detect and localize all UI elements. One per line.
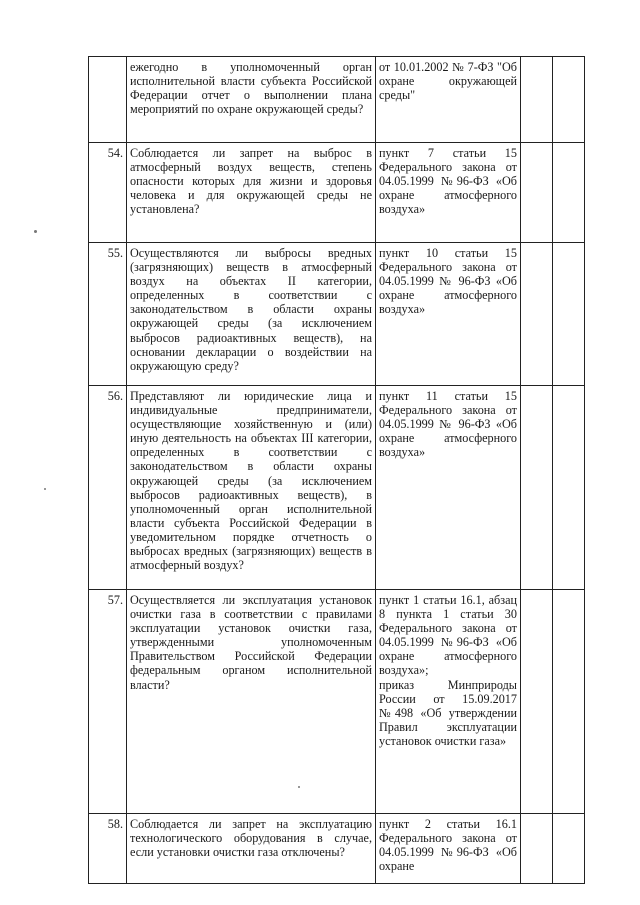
row-number	[89, 57, 127, 143]
row-question: Осуществляется ли эксплуатация установок очистки газа в соответствии с правилами эксплуатации установок очистки газа, утвержденными уполномоченным Правительством Российской Федерации федеральным органом исполнительной власти?	[127, 590, 376, 814]
table-row	[89, 143, 585, 243]
answer-cell	[521, 590, 553, 814]
row-question: Представляют ли юридические лица и индивидуальные предприниматели, осуществляющие хозяйственную и (или) иную деятельность на объектах III категории, определенных в соответствии с законодательством в области охраны окружающей среды (за исключением выбросов радиоактивных веществ), в уполномоченный орган исполнительной власти субъекта Российской Федерации в уведомительном порядке отчетность о выбросах вредных (загрязняющих) веществ в атмосферный воздух?	[127, 386, 376, 590]
row-number: 57.	[89, 590, 127, 814]
answer-cell	[521, 243, 553, 386]
row-reference: пункт 10 статьи 15 Федерального закона от 04.05.1999 № 96-ФЗ «Об охране атмосферного воздуха»	[376, 243, 521, 386]
answer-cell	[521, 57, 553, 143]
note-cell	[553, 386, 585, 590]
row-reference: от 10.01.2002 № 7-ФЗ "Об охране окружающей среды"	[376, 57, 521, 143]
scan-speck	[34, 230, 37, 233]
row-number: 55.	[89, 243, 127, 386]
table-row	[89, 57, 585, 143]
row-question: Осуществляются ли выбросы вредных (загрязняющих) веществ в атмосферный воздух на объектах II категории, определенных в соответствии с законодательством в области охраны окружающей среды (за исключением выбросов радиоактивных веществ), на основании декларации о воздействии на окружающую среду?	[127, 243, 376, 386]
note-cell	[553, 243, 585, 386]
row-question: Соблюдается ли запрет на выброс в атмосферный воздух веществ, степень опасности которых для жизни и здоровья человека и для окружающей среды не установлена?	[127, 143, 376, 243]
row-question: Соблюдается ли запрет на эксплуатацию технологического оборудования в случае, если установки очистки газа отключены?	[127, 814, 376, 884]
note-cell	[553, 814, 585, 884]
row-question: ежегодно в уполномоченный орган исполнительной власти субъекта Российской Федерации отчет о выполнении плана мероприятий по охране окружающей среды?	[127, 57, 376, 143]
row-reference: пункт 1 статьи 16.1, абзац 8 пункта 1 статьи 30 Федерального закона от 04.05.1999 №96-ФЗ «Об охране атмосферного воздуха»; приказ Минприроды России от 15.09.2017 №498 «Об утверждении Правил эксплуатации установок очистки газа»	[376, 590, 521, 814]
note-cell	[553, 590, 585, 814]
table-row	[89, 243, 585, 386]
row-number: 54.	[89, 143, 127, 243]
row-number: 58.	[89, 814, 127, 884]
row-reference: пункт 11 статьи 15 Федерального закона от 04.05.1999 № 96-ФЗ «Об охране атмосферного воздуха»	[376, 386, 521, 590]
scan-speck	[44, 488, 46, 490]
answer-cell	[521, 814, 553, 884]
checklist-table	[88, 56, 585, 884]
table-row	[89, 590, 585, 814]
note-cell	[553, 143, 585, 243]
table-row	[89, 386, 585, 590]
row-reference: пункт 7 статьи 15 Федерального закона от 04.05.1999 №96-ФЗ «Об охране атмосферного воздуха»	[376, 143, 521, 243]
note-cell	[553, 57, 585, 143]
scan-speck	[298, 786, 300, 788]
row-number: 56.	[89, 386, 127, 590]
row-reference: пункт 2 статьи 16.1 Федерального закона от 04.05.1999 №96-ФЗ «Об охране	[376, 814, 521, 884]
answer-cell	[521, 143, 553, 243]
answer-cell	[521, 386, 553, 590]
table-row	[89, 814, 585, 884]
